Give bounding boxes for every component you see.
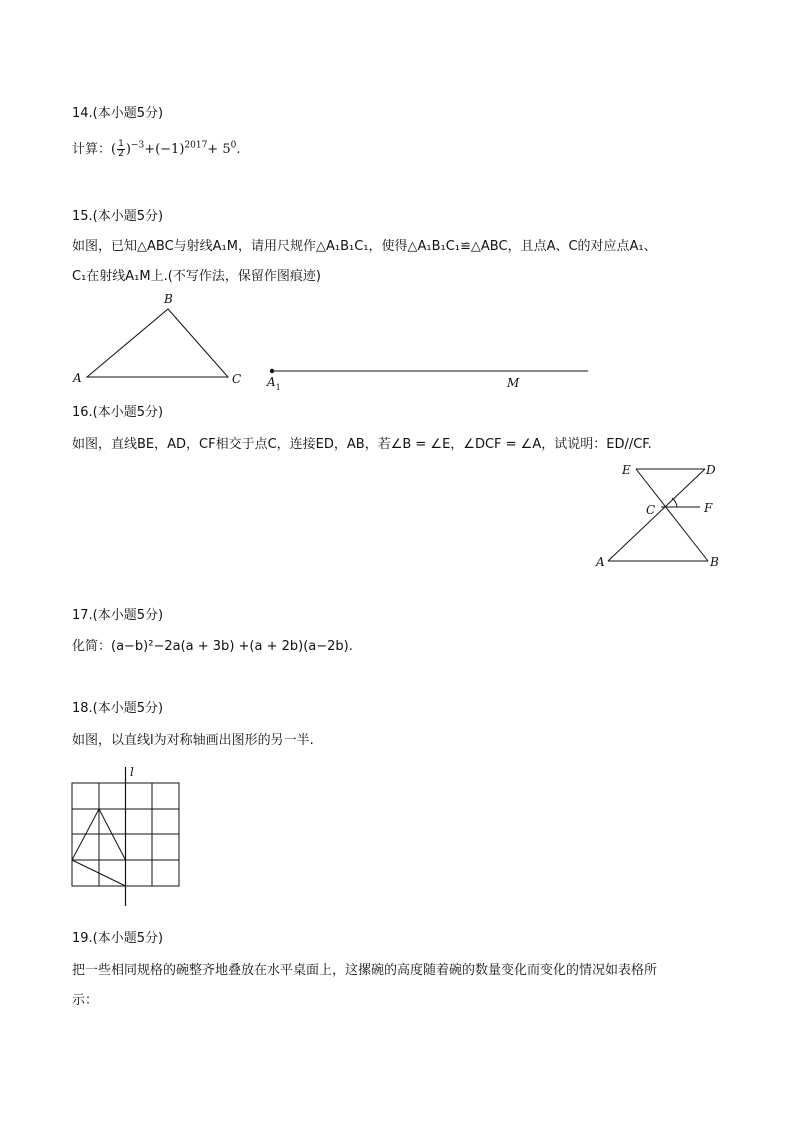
label-f: F [704, 501, 713, 515]
label-c: C [232, 372, 242, 386]
label-l: l [130, 765, 134, 779]
q18-text-line1: 如图，以直线l为对称轴画出图形的另一半. [72, 733, 314, 748]
label-d: D [706, 463, 716, 477]
label-a1: $A_1$ [267, 375, 281, 392]
q15-text-line2: C₁在射线A₁M上.(不写作法，保留作图痕迹) [72, 269, 321, 284]
label-b: B [710, 555, 719, 569]
q15-text-line1: 如图，已知△ABC与射线A₁M，请用尺规作△A₁B₁C₁，使得△A₁B₁C₁≌△ABC，且点A、C的对应点A₁、 [72, 239, 657, 254]
q14-header: 14.(本小题5分) [72, 106, 164, 121]
label-b: B [164, 292, 173, 306]
q18-header: 18.(本小题5分) [72, 701, 164, 716]
q14-fraction: $\frac{1}{2}$ [118, 139, 124, 159]
q14-prefix: 计算： [72, 142, 112, 157]
label-c: C [646, 503, 656, 517]
q16-text-line1: 如图，直线BE，AD，CF相交于点C，连接ED，AB，若∠B = ∠E，∠DCF = ∠A，试说明：ED//CF. [72, 437, 652, 452]
label-m: M [507, 376, 520, 390]
q19-header: 19.(本小题5分) [72, 931, 164, 946]
q16-header: 16.(本小题5分) [72, 405, 164, 420]
q19-text-line1: 把一些相同规格的碗整齐地叠放在水平桌面上，这摞碗的高度随着碗的数量变化而变化的情况如表格所 [72, 963, 658, 978]
q15-header: 15.(本小题5分) [72, 209, 164, 224]
q17-expression: 化简：(a−b)²−2a(a + 3b) +(a + 2b)(a−2b). [72, 639, 353, 654]
q14-expression: 计算：( $\frac{1}{2}$ )$^{-3}+(-1)^{2017}+ 5^0$. [72, 139, 241, 159]
label-a: A [73, 371, 82, 385]
label-e: E [622, 463, 631, 477]
q19-text-line2: 示： [72, 993, 99, 1008]
label-a: A [596, 555, 605, 569]
q17-header: 17.(本小题5分) [72, 608, 164, 623]
